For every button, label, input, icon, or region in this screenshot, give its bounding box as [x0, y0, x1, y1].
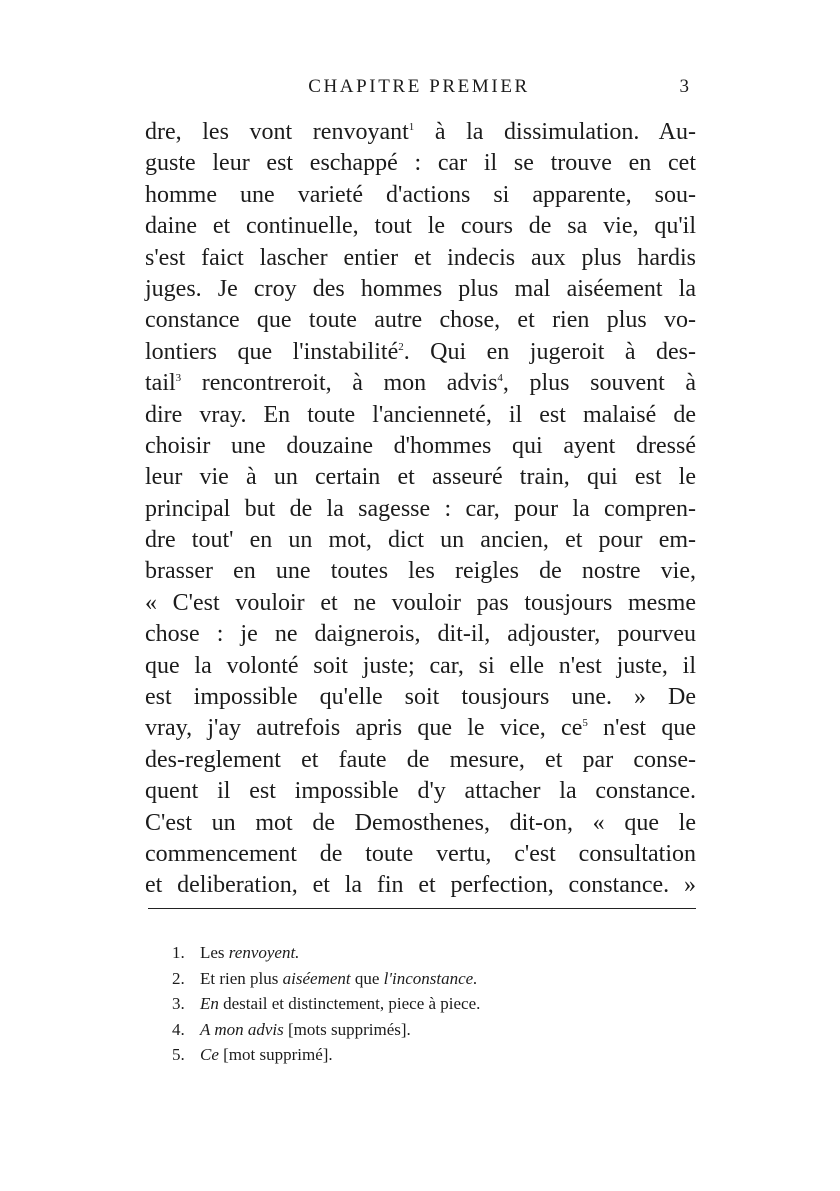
text-span: l'inconstance. [383, 968, 478, 988]
text-line: leur vie à un certain et asseuré train, qui est le [145, 464, 696, 491]
footnote-4 [172, 1017, 692, 1043]
text-line: que la volonté soit juste; car, si elle n'est juste, il [145, 652, 696, 679]
text-line: s'est faict lascher entier et indecis aux plus hardis [145, 244, 696, 271]
text-span: A mon advis [200, 1019, 284, 1039]
text-line: commencement de toute vertu, c'est consultation [145, 840, 696, 867]
text-line [145, 368, 696, 399]
footnote-number: 2. [172, 968, 185, 988]
text-line: et deliberation, et la fin et perfection, constance. » [145, 872, 696, 899]
text-span: rencontreroit, à mon advis [181, 370, 498, 397]
footnote-number: 4. [172, 1019, 185, 1039]
text-line: constance que toute autre chose, et rien plus vo- [145, 307, 696, 334]
text-span: à la dissimulation. Au- [414, 119, 697, 145]
footnote-5 [172, 1042, 692, 1068]
text-line: chose : je ne daignerois, dit-il, adjouster, pourveu [145, 621, 696, 648]
text-line: quent il est impossible d'y attacher la constance. [145, 778, 696, 805]
main-text [145, 117, 696, 902]
text-span: Les [200, 943, 229, 962]
footnote-ref: 3 [175, 372, 182, 385]
page-header [145, 76, 693, 108]
text-span: En [200, 994, 219, 1013]
footnotes [172, 940, 692, 1068]
text-span: destail et distinctement, piece à piece. [218, 994, 481, 1013]
footnote-ref: 2 [398, 340, 404, 353]
text-line: C'est un mot de Demosthenes, dit-on, « que le [145, 809, 696, 836]
text-span: vray, j'ay autrefois apris que le vice, ce [145, 715, 583, 742]
running-title: CHAPITRE PREMIER [308, 76, 530, 97]
footnote-number: 5. [172, 1045, 185, 1064]
footnote-separator-rule [148, 908, 696, 909]
text-line: dire vray. En toute l'ancienneté, il est malaisé de [145, 401, 696, 428]
text-span: dre, les vont renvoyant [145, 119, 409, 145]
text-line [145, 713, 696, 744]
footnote-2 [172, 966, 692, 992]
text-line: guste leur est eschappé : car il se trouve en cet [145, 150, 696, 177]
text-line: dre tout' en un mot, dict un ancien, et pour em- [145, 527, 696, 554]
text-line: est impossible qu'elle soit tousjours une. » De [145, 684, 696, 711]
text-span: aiséement [282, 968, 351, 988]
footnote-number: 3. [172, 994, 185, 1013]
text-span: n'est que [587, 715, 696, 742]
text-span: Et rien plus [200, 968, 283, 988]
text-span: que [350, 968, 384, 988]
page-number: 3 [679, 76, 689, 97]
text-line: des-reglement et faute de mesure, et par conse- [145, 746, 696, 773]
text-span: lontiers que l'instabilité [145, 338, 399, 365]
text-line: choisir une douzaine d'hommes qui ayent dressé [145, 432, 696, 459]
text-span: renvoyent. [228, 943, 300, 962]
footnote-3 [172, 991, 692, 1017]
text-line: principal but de la sagesse : car, pour la compren- [145, 495, 696, 522]
text-line [145, 337, 696, 368]
footnote-number: 1. [172, 943, 185, 962]
footnote-1 [172, 940, 692, 966]
footnote-ref: 1 [408, 121, 415, 133]
text-line: juges. Je croy des hommes plus mal aiséement la [145, 275, 696, 302]
text-span: [mots supprimés]. [283, 1019, 411, 1039]
text-line: brasser en une toutes les reigles de nostre vie, [145, 558, 696, 585]
text-line [145, 117, 696, 148]
text-span: tail [145, 370, 176, 397]
text-line: « C'est vouloir et ne vouloir pas tousjours mesme [145, 589, 696, 616]
text-span: , plus souvent à [502, 370, 696, 397]
footnote-ref: 5 [582, 717, 588, 730]
text-line: homme une varieté d'actions si apparente, sou- [145, 181, 696, 208]
footnote-ref: 4 [497, 372, 503, 385]
text-span: [mot supprimé]. [218, 1045, 333, 1064]
text-line: daine et continuelle, tout le cours de sa vie, qu'il [145, 213, 696, 240]
text-span: Ce [200, 1045, 219, 1064]
text-span: . Qui en jugeroit à des- [403, 338, 696, 365]
